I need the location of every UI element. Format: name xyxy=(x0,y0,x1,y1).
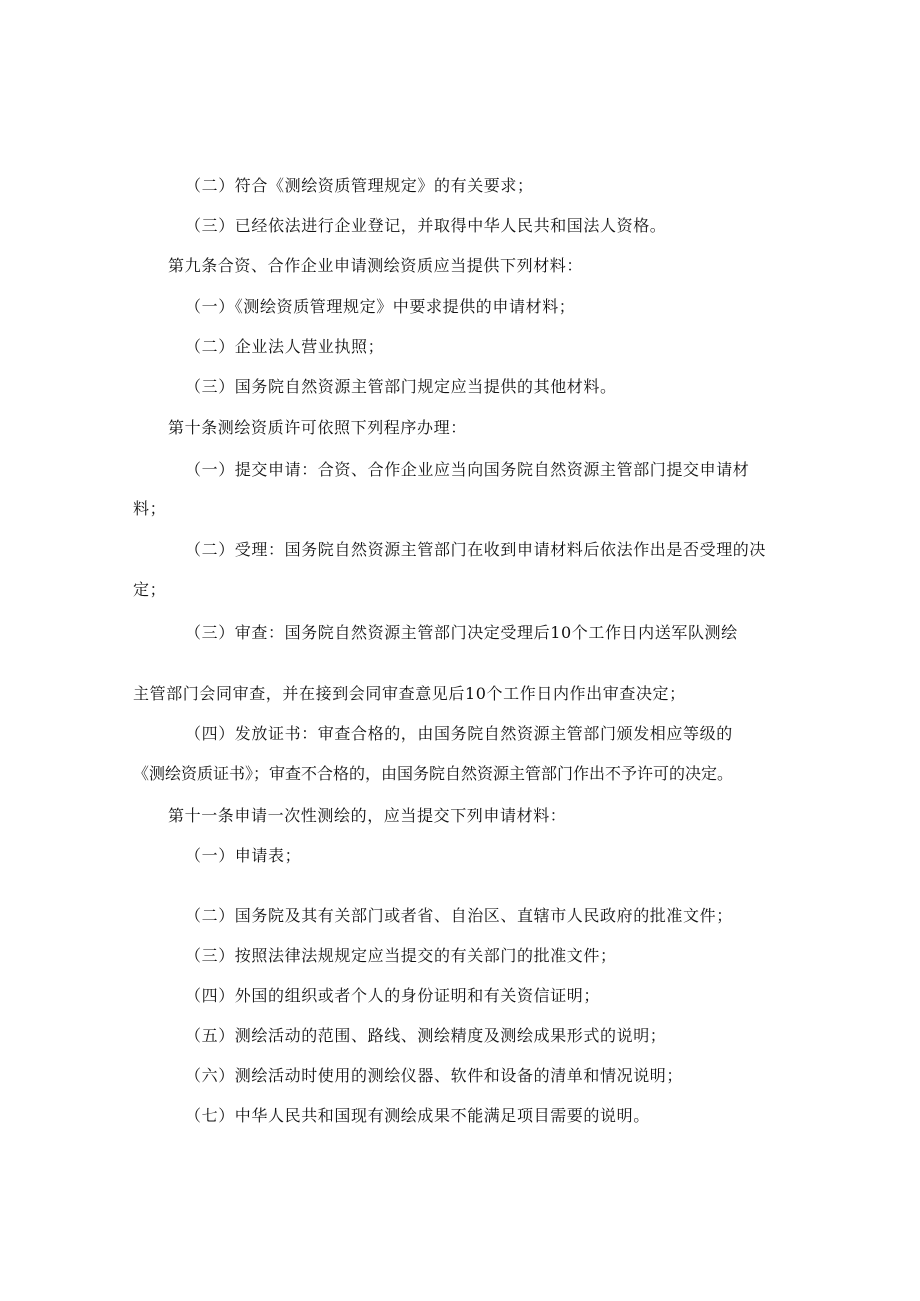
clause-line: （一）《测绘资质管理规定》中要求提供的申请材料； xyxy=(185,297,576,316)
clause-line: （二）国务院及其有关部门或者省、自治区、直辖市人民政府的批准文件； xyxy=(185,906,733,925)
clause-continuation: 主管部门会同审查，并在接到会同审查意见后10个工作日内作出审查决定； xyxy=(133,684,686,703)
clause-line: （一）申请表； xyxy=(185,846,302,865)
article-11-heading: 第十一条申请一次性测绘的，应当提交下列申请材料： xyxy=(168,806,567,825)
clause-line: （三）审查：国务院自然资源主管部门决定受理后10个工作日内送军队测绘 xyxy=(185,623,738,642)
clause-continuation: 定； xyxy=(133,580,167,599)
clause-line: （三）已经依法进行企业登记，并取得中华人民共和国法人资格。 xyxy=(185,216,667,235)
clause-line: （四）发放证书：审查合格的，由国务院自然资源主管部门颁发相应等级的 xyxy=(185,724,733,743)
clause-continuation: 《测绘资质证书》；审查不合格的，由国务院自然资源主管部门作出不予许可的决定。 xyxy=(133,764,734,783)
clause-line: （一）提交申请：合资、合作企业应当向国务院自然资源主管部门提交申请材 xyxy=(185,460,750,479)
clause-line: （三）国务院自然资源主管部门规定应当提供的其他材料。 xyxy=(185,377,617,396)
clause-line: （七）中华人民共和国现有测绘成果不能满足项目需要的说明。 xyxy=(185,1106,650,1125)
clause-line: （五）测绘活动的范围、路线、测绘精度及测绘成果形式的说明； xyxy=(185,1026,667,1045)
clause-line: （四）外国的组织或者个人的身份证明和有关资信证明； xyxy=(185,986,601,1005)
clause-continuation: 料； xyxy=(133,499,167,518)
clause-line: （三）按照法律法规规定应当提交的有关部门的批准文件； xyxy=(185,946,617,965)
clause-line: （二）符合《测绘资质管理规定》的有关要求； xyxy=(185,176,534,195)
article-10-heading: 第十条测绘资质许可依照下列程序办理： xyxy=(168,418,467,437)
clause-line: （二）受理：国务院自然资源主管部门在收到申请材料后依法作出是否受理的决 xyxy=(185,540,767,559)
clause-line: （二）企业法人营业执照； xyxy=(185,337,385,356)
clause-line: （六）测绘活动时使用的测绘仪器、软件和设备的清单和情况说明； xyxy=(185,1066,684,1085)
article-9-heading: 第九条合资、合作企业申请测绘资质应当提供下列材料： xyxy=(168,256,584,275)
